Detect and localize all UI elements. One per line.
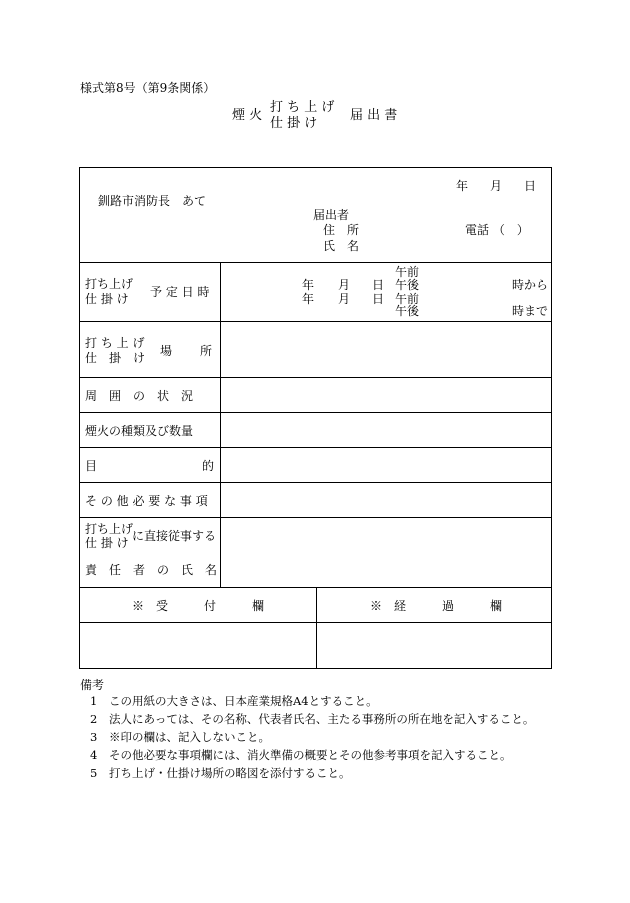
schedule-label-bottom: 仕 掛 け [85, 292, 129, 306]
start-am: 午前 [395, 265, 420, 279]
place-label-top: 打 ち 上 げ [85, 336, 145, 350]
note-num-1: 1 [90, 694, 98, 708]
time-from: 時から [512, 278, 549, 292]
date-day: 日 [524, 179, 537, 193]
note-text-3: ※印の欄は、記入しないこと。 [109, 730, 270, 744]
name-label: 氏 名 [323, 239, 360, 253]
progress-label: ※ 経 過 欄 [370, 599, 503, 613]
date-month: 月 [490, 179, 503, 193]
place-label-bottom: 仕 掛 け [85, 351, 146, 365]
place-label-side1: 場 [160, 344, 173, 358]
address-label: 住 所 [323, 223, 360, 237]
note-text-5: 打ち上げ・仕掛け場所の略図を添付すること。 [109, 766, 351, 780]
form-table [79, 167, 552, 669]
start-day: 日 [372, 278, 385, 292]
note-text-1: この用紙の大きさは、日本産業規格A4とすること。 [109, 694, 378, 708]
other-label: そ の 他 必 要 な 事 項 [85, 494, 208, 508]
surroundings-label: 周 囲 の 状 況 [85, 389, 194, 403]
notes-heading: 備考 [80, 678, 105, 692]
date-year: 年 [456, 179, 469, 193]
end-day: 日 [372, 292, 385, 306]
place-label-side2: 所 [200, 344, 213, 358]
start-month: 月 [338, 278, 351, 292]
note-num-5: 5 [90, 766, 98, 780]
addressee: 釧路市消防長 あて [98, 194, 207, 208]
form-number: 様式第8号（第9条関係） [80, 81, 216, 95]
fireworks-label: 煙火の種類及び数量 [85, 424, 194, 438]
title-bottom: 仕 掛 け [270, 116, 318, 131]
title-top: 打 ち 上 げ [270, 100, 335, 115]
end-pm: 午後 [395, 304, 420, 318]
title-part2: 届 出 書 [350, 108, 398, 123]
phone-label: 電話 （ ） [465, 223, 529, 237]
person-label-line2: 責 任 者 の 氏 名 [85, 563, 218, 577]
note-text-4: その他必要な事項欄には、消火準備の概要とその他参考事項を記入すること。 [109, 748, 512, 762]
note-num-2: 2 [90, 712, 98, 726]
note-num-3: 3 [90, 730, 98, 744]
end-month: 月 [338, 292, 351, 306]
start-pm: 午後 [395, 278, 420, 292]
end-year: 年 [302, 292, 315, 306]
purpose-label-1: 目 [85, 459, 98, 473]
person-label-top: 打ち上げ [85, 522, 134, 536]
start-year: 年 [302, 278, 315, 292]
purpose-label-2: 的 [202, 459, 215, 473]
time-until: 時まで [512, 304, 549, 318]
title-part1: 煙 火 [232, 108, 263, 123]
reception-label: ※ 受 付 欄 [132, 599, 265, 613]
note-num-4: 4 [90, 748, 98, 762]
notifier-label: 届出者 [313, 208, 350, 222]
person-label-bottom: 仕 掛 け [85, 536, 129, 550]
end-am: 午前 [395, 292, 420, 306]
schedule-label-side: 予 定 日 時 [150, 285, 210, 299]
person-label-side: に直接従事する [132, 529, 217, 543]
note-text-2: 法人にあっては、その名称、代表者氏名、主たる事務所の所在地を記入すること。 [109, 712, 535, 726]
schedule-label-top: 打ち上げ [85, 277, 134, 291]
